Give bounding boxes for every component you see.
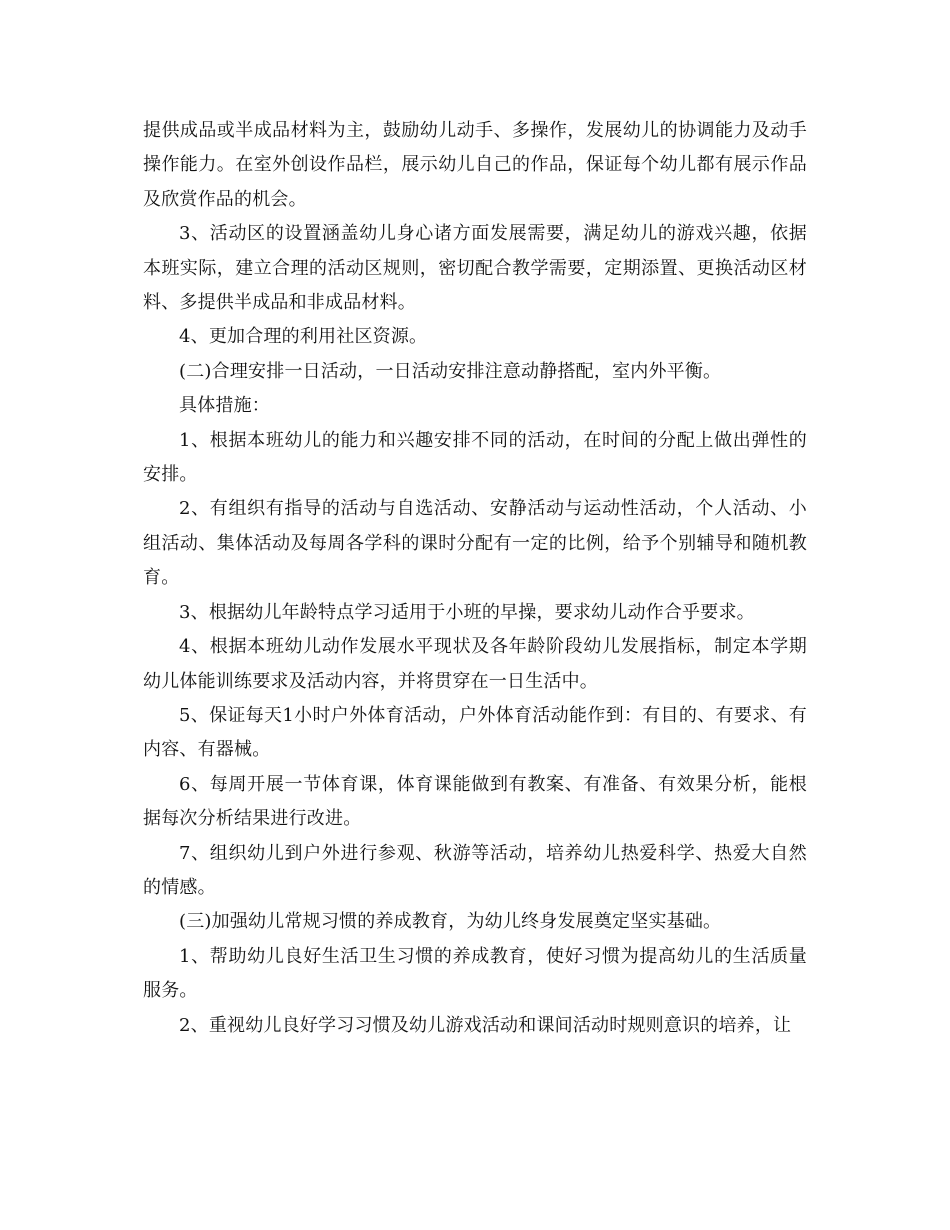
paragraph: 1、帮助幼儿良好生活卫生习惯的养成教育，使好习惯为提高幼儿的生活质量服务。 [143,945,807,1002]
document-body [143,114,807,1043]
paragraph: (二)合理安排一日活动，一日活动安排注意动静搭配，室内外平衡。 [179,360,722,382]
paragraph: 具体措施： [179,395,270,417]
paragraph: 提供成品或半成品材料为主，鼓励幼儿动手、多操作，发展幼儿的协调能力及动手操作能力。在室外创设作品栏，展示幼儿自己的作品，保证每个幼儿都有展示作品及欣赏作品的机会。 [143,120,807,210]
paragraph: (三)加强幼儿常规习惯的养成教育，为幼儿终身发展奠定坚实基础。 [179,911,722,933]
paragraph: 6、每周开展一节体育课，体育课能做到有教案、有准备、有效果分析，能根据每次分析结果进行改进。 [143,773,807,830]
paragraph: 4、更加合理的利用社区资源。 [179,326,428,348]
paragraph: 3、根据幼儿年龄特点学习适用于小班的早操，要求幼儿动作合乎要求。 [179,601,755,623]
paragraph: 3、活动区的设置涵盖幼儿身心诸方面发展需要，满足幼儿的游戏兴趣，依据本班实际，建立合理的活动区规则，密切配合教学需要，定期添置、更换活动区材料、多提供半成品和非成品材料。 [143,223,807,314]
paragraph: 1、根据本班幼儿的能力和兴趣安排不同的活动，在时间的分配上做出弹性的安排。 [143,429,807,486]
paragraph: 2、重视幼儿良好学习习惯及幼儿游戏活动和课间活动时规则意识的培养，让 [179,1014,792,1036]
paragraph: 2、有组织有指导的活动与自选活动、安静活动与运动性活动，个人活动、小组活动、集体活动及每周各学科的课时分配有一定的比例，给予个别辅导和随机教育。 [143,498,807,589]
paragraph: 5、保证每天1小时户外体育活动，户外体育活动能作到：有目的、有要求、有内容、有器械。 [143,704,807,761]
paragraph: 4、根据本班幼儿动作发展水平现状及各年龄阶段幼儿发展指标，制定本学期幼儿体能训练要求及活动内容，并将贯穿在一日生活中。 [143,636,807,692]
paragraph: 7、组织幼儿到户外进行参观、秋游等活动，培养幼儿热爱科学、热爱大自然的情感。 [143,842,807,898]
